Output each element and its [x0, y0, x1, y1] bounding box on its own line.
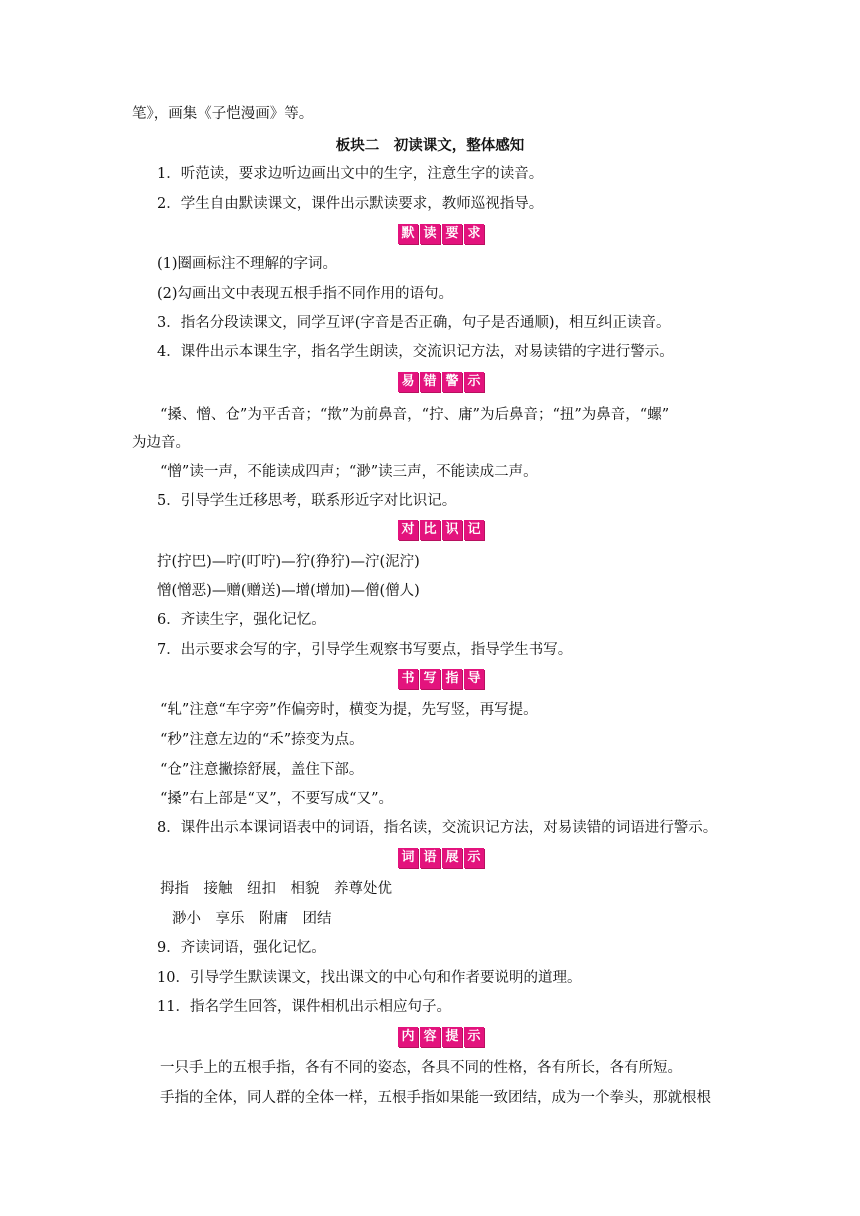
badge-char: 书 [398, 669, 418, 689]
step-2: 2．学生自由默读课文，课件出示默读要求，教师巡视指导。 [157, 196, 544, 212]
badge-char: 默 [398, 224, 418, 244]
badge-char: 警 [442, 372, 462, 392]
step-6: 6．齐读生字，强化记忆。 [157, 612, 326, 628]
content-line-1: 一只手上的五根手指，各有不同的姿态，各具不同的性格，各有所长，各有所短。 [160, 1060, 682, 1076]
badge-reading-requirements [398, 224, 484, 246]
vocab-line-1: 拇指 接触 纽扣 相貌 养尊处优 [160, 881, 392, 897]
badge-char: 语 [420, 848, 440, 868]
badge-char: 提 [442, 1027, 462, 1047]
badge-content-hint [398, 1027, 484, 1049]
warning-line-1: “搡、憎、仓”为平舌音；“揿”为前鼻音，“拧、庸”为后鼻音；“扭”为鼻音，“螺” [160, 407, 670, 423]
badge-char: 示 [464, 372, 484, 392]
warning-line-2: “憎”读一声，不能读成四声；“渺”读三声，不能读成二声。 [160, 464, 538, 480]
section-heading: 板块二 初读课文，整体感知 [335, 138, 525, 154]
content-line-2: 手指的全体，同人群的全体一样，五根手指如果能一致团结，成为一个拳头，那就根根 [160, 1090, 711, 1106]
writing-line-1: “轧”注意“车字旁”作偏旁时，横变为提，先写竖，再写提。 [160, 702, 538, 718]
step-9: 9．齐读词语，强化记忆。 [157, 940, 326, 956]
badge-char: 要 [442, 224, 462, 244]
badge-char: 内 [398, 1027, 418, 1047]
badge-char: 容 [420, 1027, 440, 1047]
badge-char: 记 [464, 520, 484, 540]
badge-compare [398, 520, 484, 542]
step-11: 11．指名学生回答，课件相机出示相应句子。 [157, 999, 451, 1015]
badge-char: 对 [398, 520, 418, 540]
badge-char: 导 [464, 669, 484, 689]
step-4: 4．课件出示本课生字，指名学生朗读，交流识记方法，对易读错的字进行警示。 [157, 344, 674, 360]
badge-char: 示 [464, 848, 484, 868]
writing-line-4: “搡”右上部是“叉”，不要写成“又”。 [160, 791, 393, 807]
compare-line-1: 拧(拧巴)—咛(叮咛)—狞(狰狞)—泞(泥泞) [157, 554, 420, 570]
compare-line-2: 憎(憎恶)—赠(赠送)—增(增加)—僧(僧人) [157, 583, 420, 599]
badge-char: 词 [398, 848, 418, 868]
badge-error-warning [398, 372, 484, 394]
step-3: 3．指名分段读课文，同学互评(字音是否正确，句子是否通顺)，相互纠正读音。 [157, 315, 671, 331]
badge-char: 求 [464, 224, 484, 244]
badge-writing-guide [398, 669, 484, 691]
badge-vocabulary [398, 848, 484, 870]
vocab-line-2: 渺小 享乐 附庸 团结 [172, 911, 332, 927]
badge-char: 比 [420, 520, 440, 540]
badge-char: 示 [464, 1027, 484, 1047]
badge-char: 写 [420, 669, 440, 689]
writing-line-2: “秒”注意左边的“禾”捺变为点。 [160, 732, 364, 748]
step-7: 7．出示要求会写的字，引导学生观察书写要点，指导学生书写。 [157, 642, 573, 658]
badge-char: 易 [398, 372, 418, 392]
writing-line-3: “仓”注意撇捺舒展，盖住下部。 [160, 762, 364, 778]
badge-char: 读 [420, 224, 440, 244]
badge-char: 识 [442, 520, 462, 540]
step-8: 8．课件出示本课词语表中的词语，指名读，交流识记方法，对易读错的词语进行警示。 [157, 820, 718, 836]
requirement-2: (2)勾画出文中表现五根手指不同作用的语句。 [157, 286, 454, 302]
text-line: 笔》，画集《子恺漫画》等。 [132, 106, 314, 122]
requirement-1: (1)圈画标注不理解的字词。 [157, 256, 338, 272]
step-5: 5．引导学生迁移思考，联系形近字对比识记。 [157, 493, 457, 509]
badge-char: 指 [442, 669, 462, 689]
badge-char: 展 [442, 848, 462, 868]
badge-char: 错 [420, 372, 440, 392]
warning-line-1-cont: 为边音。 [132, 435, 190, 451]
step-1: 1．听范读，要求边听边画出文中的生字，注意生字的读音。 [157, 166, 544, 182]
step-10: 10．引导学生默读课文，找出课文的中心句和作者要说明的道理。 [157, 970, 582, 986]
